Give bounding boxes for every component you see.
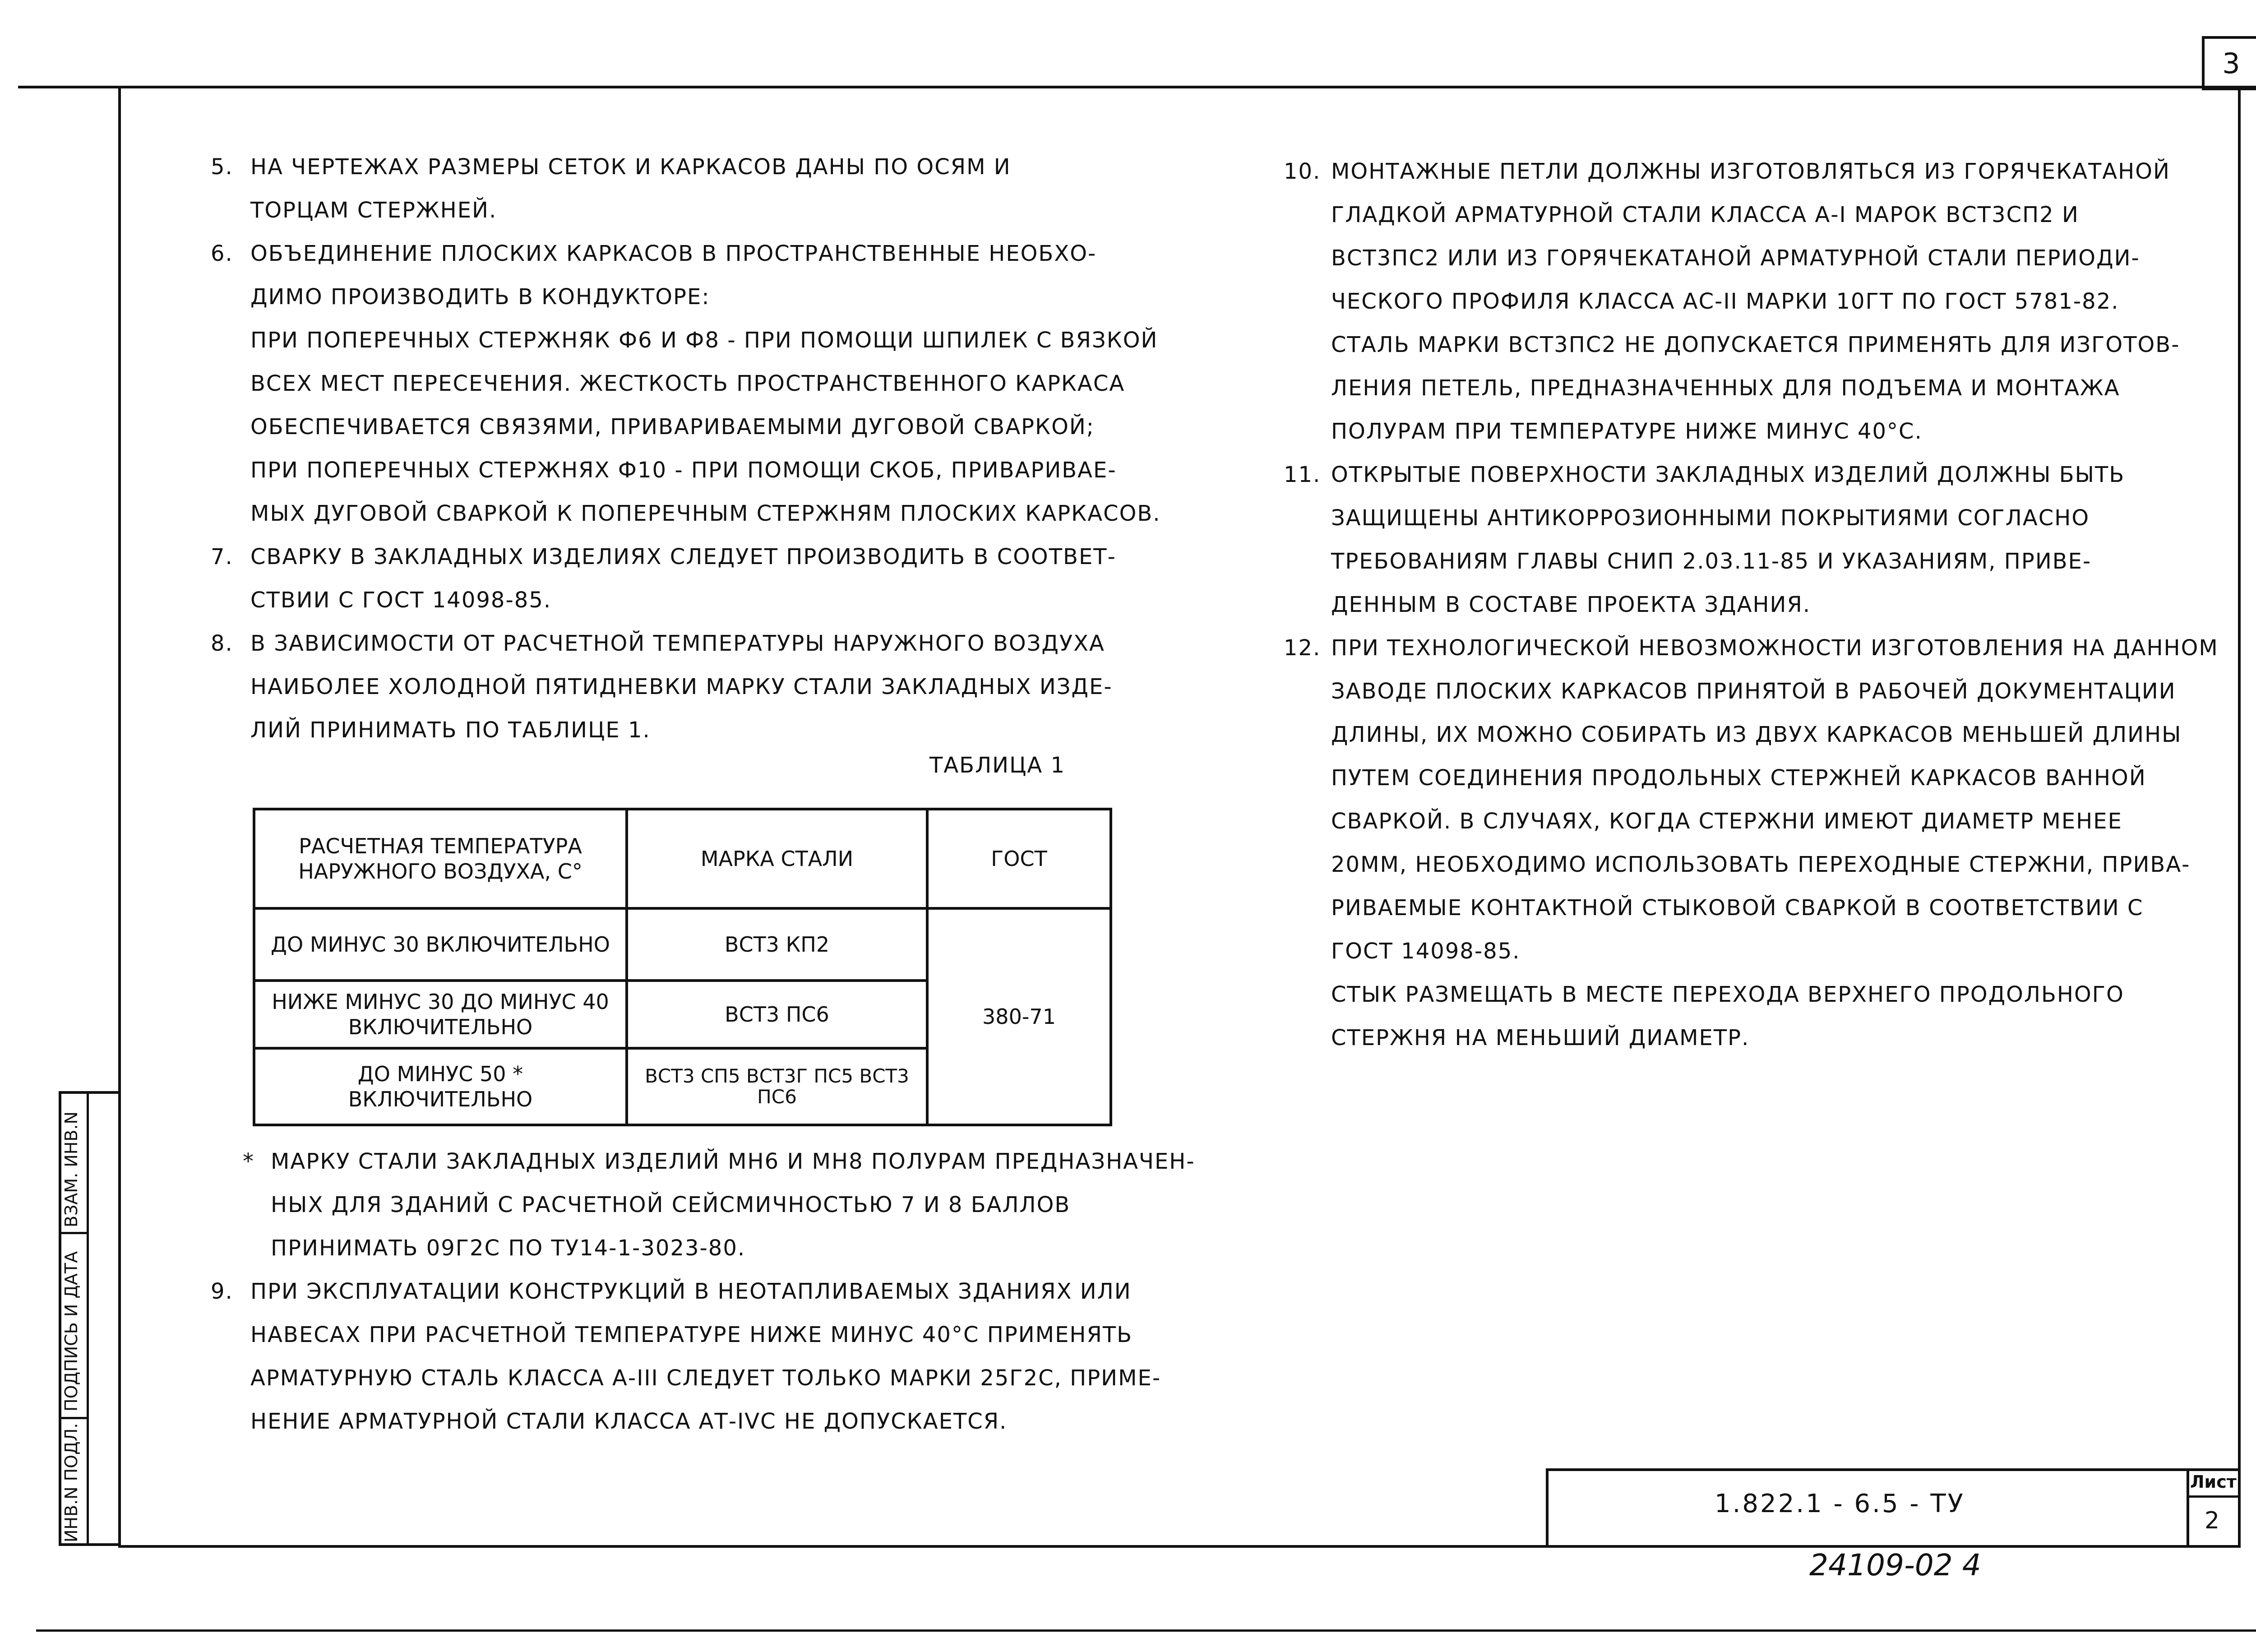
paragraph-12-continuation: СТЫК РАЗМЕЩАТЬ В МЕСТЕ ПЕРЕХОДА ВЕРХНЕГО ПРОДОЛЬНОГО СТЕРЖНЯ НА МЕНЬШИЙ ДИАМЕТР.	[1331, 982, 2124, 1050]
sheet-label: Лист	[2190, 1472, 2237, 1492]
footnote: * МАРКУ СТАЛИ ЗАКЛАДНЫХ ИЗДЕЛИЙ МН6 И МН8 ПОЛУРАМ ПРЕДНАЗНАЧЕН- НЫХ ДЛЯ ЗДАНИЙ С РАСЧЕТНОЙ СЕЙСМИЧНОСТЬЮ 7 И 8 БАЛЛОВ ПРИНИМАТЬ 09Г2С ПО ТУ14-1-3023-80.	[243, 1149, 1195, 1261]
table-cell-temperature: НИЖЕ МИНУС 30 ДО МИНУС 40 ВКЛЮЧИТЕЛЬНО	[254, 981, 627, 1048]
table-row	[254, 908, 1111, 981]
paragraph-12: 12. ПРИ ТЕХНОЛОГИЧЕСКОЙ НЕВОЗМОЖНОСТИ ИЗГОТОВЛЕНИЯ НА ДАННОМ ЗАВОДЕ ПЛОСКИХ КАРКАСОВ ПРИНЯТОЙ В РАБОЧЕЙ ДОКУМЕНТАЦИИ ДЛИНЫ, ИХ МОЖНО СОБИРАТЬ ИЗ ДВУХ КАРКАСОВ МЕНЬШЕЙ ДЛИНЫ ПУТЕМ СОЕДИНЕНИЯ ПРОДОЛЬНЫХ СТЕРЖНЕЙ КАРКАСОВ ВАННОЙ СВАРКОЙ. В СЛУЧАЯХ, КОГДА СТЕРЖНИ ИМЕЮТ ДИАМЕТР МЕНЕЕ 20ММ, НЕОБХОДИМО ИСПОЛЬЗОВАТЬ ПЕРЕХОДНЫЕ СТЕРЖНИ, ПРИВА- РИВАЕМЫЕ КОНТАКТНОЙ СТЫКОВОЙ СВАРКОЙ В СООТВЕТСТВИИ С ГОСТ 14098-85.	[1284, 635, 2219, 964]
stamp-divider	[59, 1417, 88, 1419]
title-block-code: 1.822.1 - 6.5 - ТУ	[1715, 1489, 1965, 1518]
paragraph-11: 11. ОТКРЫТЫЕ ПОВЕРХНОСТИ ЗАКЛАДНЫХ ИЗДЕЛИЙ ДОЛЖНЫ БЫТЬ ЗАЩИЩЕНЫ АНТИКОРРОЗИОННЫМИ ПОКРЫТИЯМИ СОГЛАСНО ТРЕБОВАНИЯМ ГЛАВЫ СНИП 2.03.11-85 И УКАЗАНИЯМ, ПРИВЕ- ДЕННЫМ В СОСТАВЕ ПРОЕКТА ЗДАНИЯ.	[1284, 462, 2125, 617]
bottom-border-line	[36, 1629, 2256, 1632]
stamp-divider	[87, 1091, 89, 1546]
stamp-label-replaced-inv: ВЗАМ. ИНВ.N	[61, 1111, 81, 1227]
table-cell-grade: ВСТ3 КП2	[627, 908, 927, 981]
sheet-corner-number: 3	[2222, 46, 2240, 80]
table-cell-temperature: ДО МИНУС 30 ВКЛЮЧИТЕЛЬНО	[254, 908, 627, 981]
paragraph-5: 5. НА ЧЕРТЕЖАХ РАЗМЕРЫ СЕТОК И КАРКАСОВ ДАНЫ ПО ОСЯМ И ТОРЦАМ СТЕРЖНЕЙ.	[211, 154, 1011, 223]
stamp-divider	[59, 1232, 88, 1234]
sheet-cell-divider	[2187, 1495, 2241, 1498]
table-caption: ТАБЛИЦА 1	[929, 753, 1065, 778]
table-header-gost: ГОСТ	[927, 809, 1111, 908]
table-cell-grade: ВСТ3 СП5 ВСТ3Г ПС5 ВСТ3 ПС6	[627, 1048, 927, 1125]
sheet-corner-box	[2202, 36, 2256, 90]
paragraph-9: 9. ПРИ ЭКСПЛУАТАЦИИ КОНСТРУКЦИЙ В НЕОТАПЛИВАЕМЫХ ЗДАНИЯХ ИЛИ НАВЕСАХ ПРИ РАСЧЕТНОЙ ТЕМПЕРАТУРЕ НИЖЕ МИНУС 40°С ПРИМЕНЯТЬ АРМАТУРНУЮ СТАЛЬ КЛАССА А-III СЛЕДУЕТ ТОЛЬКО МАРКИ 25Г2С, ПРИМЕ- НЕНИЕ АРМАТУРНОЙ СТАЛИ КЛАССА АТ-IVС НЕ ДОПУСКАЕТСЯ.	[211, 1279, 1161, 1434]
archive-number: 24109-02 4	[1809, 1548, 1981, 1583]
stamp-label-signature: ПОДПИСЬ И ДАТА	[61, 1251, 81, 1411]
table-cell-gost: 380-71	[927, 908, 1111, 1125]
paragraph-10: 10. МОНТАЖНЫЕ ПЕТЛИ ДОЛЖНЫ ИЗГОТОВЛЯТЬСЯ ИЗ ГОРЯЧЕКАТАНОЙ ГЛАДКОЙ АРМАТУРНОЙ СТАЛИ КЛАССА А-I МАРОК ВСТ3СП2 И ВСТ3ПС2 ИЛИ ИЗ ГОРЯЧЕКАТАНОЙ АРМАТУРНОЙ СТАЛИ ПЕРИОДИ- ЧЕСКОГО ПРОФИЛЯ КЛАССА АС-II МАРКИ 10ГТ ПО ГОСТ 5781-82. СТАЛЬ МАРКИ ВСТ3ПС2 НЕ ДОПУСКАЕТСЯ ПРИМЕНЯТЬ ДЛЯ ИЗГОТОВ- ЛЕНИЯ ПЕТЕЛЬ, ПРЕДНАЗНАЧЕННЫХ ДЛЯ ПОДЪЕМА И МОНТАЖА ПОЛУРАМ ПРИ ТЕМПЕРАТУРЕ НИЖЕ МИНУС 40°С.	[1284, 159, 2180, 444]
stamp-label-inv: ИНВ.N ПОДЛ.	[61, 1423, 81, 1542]
steel-grade-table	[253, 808, 1112, 1126]
paragraph-7: 7. СВАРКУ В ЗАКЛАДНЫХ ИЗДЕЛИЯХ СЛЕДУЕТ ПРОИЗВОДИТЬ В СООТВЕТ- СТВИИ С ГОСТ 14098-85.	[211, 544, 1116, 613]
table-header-temperature: РАСЧЕТНАЯ ТЕМПЕРАТУРА НАРУЖНОГО ВОЗДУХА, С°	[254, 809, 627, 908]
table-header-grade: МАРКА СТАЛИ	[627, 809, 927, 908]
sheet-number: 2	[2205, 1507, 2220, 1534]
table-header-row	[254, 809, 1111, 908]
paragraph-8: 8. В ЗАВИСИМОСТИ ОТ РАСЧЕТНОЙ ТЕМПЕРАТУРЫ НАРУЖНОГО ВОЗДУХА НАИБОЛЕЕ ХОЛОДНОЙ ПЯТИДНЕВКИ МАРКУ СТАЛИ ЗАКЛАДНЫХ ИЗДЕ- ЛИЙ ПРИНИМАТЬ ПО ТАБЛИЦЕ 1.	[211, 631, 1113, 743]
paragraph-6: 6. ОБЪЕДИНЕНИЕ ПЛОСКИХ КАРКАСОВ В ПРОСТРАНСТВЕННЫЕ НЕОБХО- ДИМО ПРОИЗВОДИТЬ В КОНДУКТОРЕ: ПРИ ПОПЕРЕЧНЫХ СТЕРЖНЯК Ф6 И Ф8 - ПРИ ПОМОЩИ ШПИЛЕК С ВЯЗКОЙ ВСЕХ МЕСТ ПЕРЕСЕЧЕНИЯ. ЖЕСТКОСТЬ ПРОСТРАНСТВЕННОГО КАРКАСА ОБЕСПЕЧИВАЕТСЯ СВЯЗЯМИ, ПРИВАРИВАЕМЫМИ ДУГОВОЙ СВАРКОЙ; ПРИ ПОПЕРЕЧНЫХ СТЕРЖНЯХ Ф10 - ПРИ ПОМОЩИ СКОБ, ПРИВАРИВАE- МЫХ ДУГОВОЙ СВАРКОЙ К ПОПЕРЕЧНЫМ СТЕРЖНЯМ ПЛОСКИХ КАРКАСОВ.	[211, 241, 1161, 526]
table-cell-temperature: ДО МИНУС 50 * ВКЛЮЧИТЕЛЬНО	[254, 1048, 627, 1125]
table-cell-grade: ВСТ3 ПС6	[627, 981, 927, 1048]
